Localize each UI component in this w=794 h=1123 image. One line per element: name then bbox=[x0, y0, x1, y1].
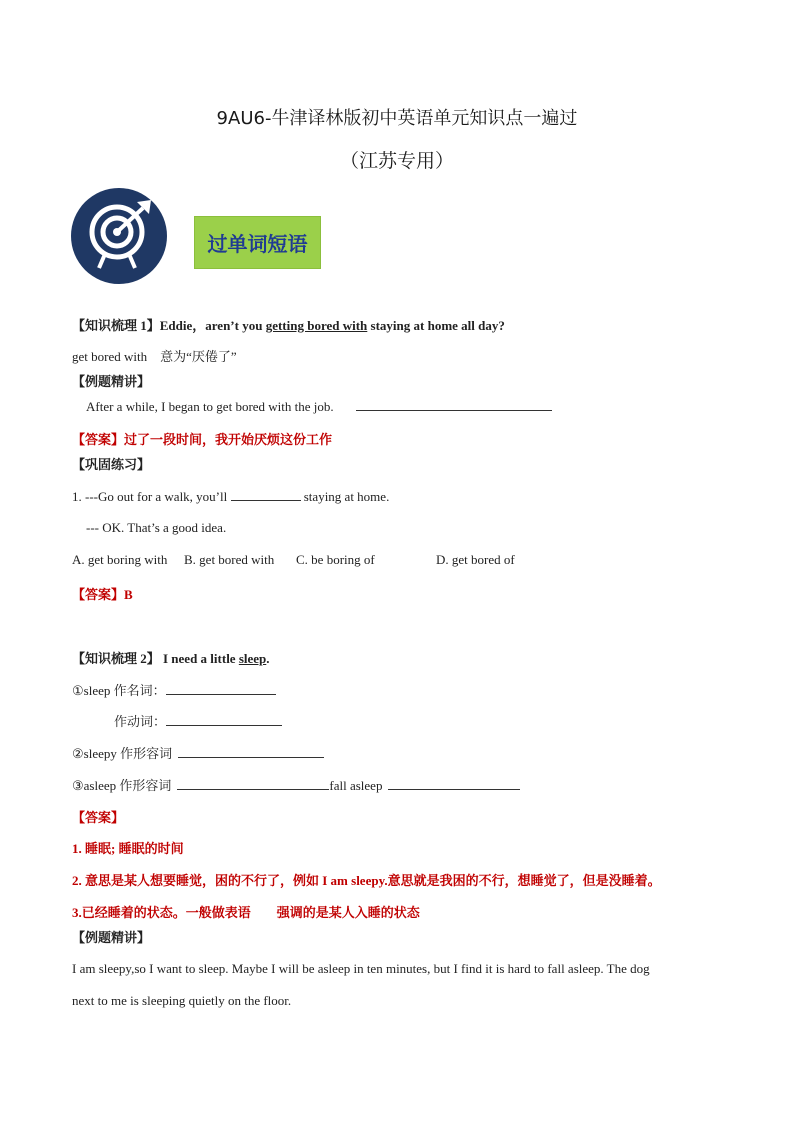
practice-label: 【巩固练习】 bbox=[72, 457, 151, 472]
item-1b-blank[interactable] bbox=[166, 713, 282, 726]
question-1-reply: --- OK. That’s a good idea. bbox=[86, 520, 227, 535]
question-1-blank[interactable] bbox=[231, 488, 301, 501]
section-badge: 过单词短语 bbox=[194, 216, 321, 269]
answer-1: 【答案】过了一段时间，我开始厌烦这份工作 bbox=[72, 432, 333, 447]
document-subtitle: （江苏专用） bbox=[339, 150, 454, 172]
heading2-keyword: sleep bbox=[238, 651, 267, 666]
example-sentence-text: After a while, I began to get bored with the job. bbox=[86, 399, 334, 414]
translation-blank[interactable] bbox=[356, 398, 552, 411]
definition-line: get bored with 意为“厌倦了” bbox=[72, 349, 237, 364]
heading-prefix: 【知识梳理 1】Eddie，aren’t you bbox=[72, 318, 266, 333]
item-3-label: ③asleep 作形容词 bbox=[72, 778, 172, 793]
heading2-prefix: 【知识梳理 2】 I need a little bbox=[72, 651, 239, 666]
item-1-label: ①sleep 作名词： bbox=[72, 683, 166, 698]
option-a: A. get boring with bbox=[72, 552, 168, 567]
heading-keyword: getting bored with bbox=[265, 318, 368, 333]
option-c: C. be boring of bbox=[296, 552, 375, 567]
paragraph-line-1: I am sleepy,so I want to sleep. Maybe I will be asleep in ten minutes, but I find it is hard to fall asleep. The dog bbox=[72, 961, 650, 976]
item-1b bbox=[114, 711, 282, 730]
item-1 bbox=[72, 680, 276, 699]
section1-heading bbox=[72, 315, 505, 334]
answer-2-2: 2. 意思是某人想要睡觉，困的不行了，例如 I am sleepy.意思就是我困的不行，想睡觉了，但是没睡着。 bbox=[72, 873, 661, 888]
heading2-suffix: . bbox=[266, 651, 270, 666]
option-b: B. get bored with bbox=[184, 552, 275, 567]
example-sentence bbox=[86, 398, 552, 415]
question-1 bbox=[72, 488, 389, 505]
item-1-blank[interactable] bbox=[166, 682, 276, 695]
paragraph-line-2: next to me is sleeping quietly on the floor. bbox=[72, 993, 292, 1008]
answer-label-2: 【答案】 bbox=[72, 810, 125, 825]
document-title: 9AU6-牛津译林版初中英语单元知识点一遍过 bbox=[216, 108, 578, 129]
item-3 bbox=[72, 775, 520, 794]
item-2-blank[interactable] bbox=[178, 745, 324, 758]
item-3-phrase-blank[interactable] bbox=[388, 777, 520, 790]
heading-suffix: staying at home all day? bbox=[367, 318, 505, 333]
item-3-phrase: fall asleep bbox=[329, 778, 383, 793]
answer-2-1: 1. 睡眠; 睡眠的时间 bbox=[72, 841, 184, 856]
example-label: 【例题精讲】 bbox=[72, 374, 151, 389]
option-d: D. get bored of bbox=[436, 552, 515, 567]
example-label-2: 【例题精讲】 bbox=[72, 930, 151, 945]
question-1-suffix: staying at home. bbox=[300, 489, 390, 504]
item-3-blank[interactable] bbox=[177, 777, 329, 790]
answer-2-3: 3.已经睡着的状态。一般做表语 强调的是某人入睡的状态 bbox=[72, 905, 420, 920]
question-1-answer: 【答案】B bbox=[72, 587, 133, 602]
item-2-label: ②sleepy 作形容词 bbox=[72, 746, 173, 761]
section2-heading bbox=[72, 648, 270, 667]
target-icon bbox=[71, 188, 167, 284]
item-2 bbox=[72, 743, 324, 762]
item-1b-label: 作动词： bbox=[114, 714, 167, 729]
question-1-prefix: 1. ---Go out for a walk, you’ll bbox=[72, 489, 231, 504]
